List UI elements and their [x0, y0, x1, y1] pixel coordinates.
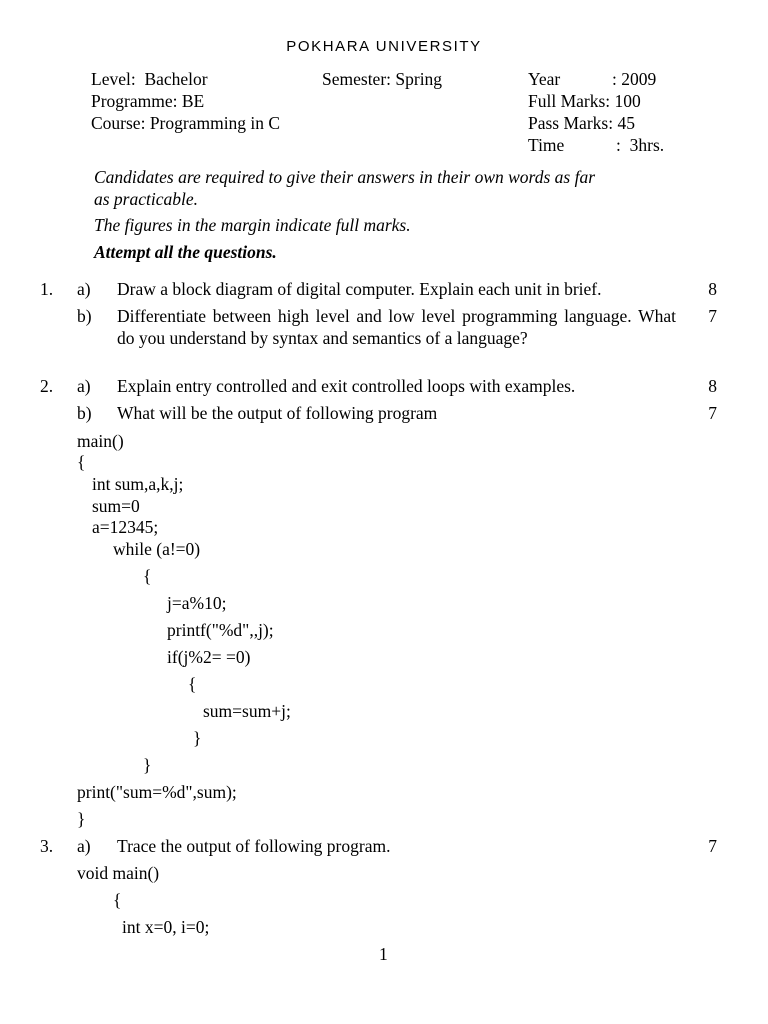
code-line: }: [77, 809, 86, 829]
instruction-line-1b: as practicable.: [94, 189, 199, 209]
time-value: : 3hrs.: [616, 135, 665, 155]
question-3a-marks: 7: [708, 836, 717, 856]
question-3a-label: a): [77, 836, 91, 856]
full-marks-text: Full Marks: 100: [528, 91, 641, 111]
code-line: j=a%10;: [167, 593, 227, 613]
code-line: }: [143, 755, 152, 775]
question-1-number: 1.: [40, 279, 54, 299]
question-2a-label: a): [77, 376, 91, 396]
level-text: Level: Bachelor: [91, 69, 208, 89]
question-2-number: 2.: [40, 376, 54, 396]
code-line: int x=0, i=0;: [122, 917, 210, 937]
code-line: a=12345;: [92, 517, 159, 537]
code-line: sum=0: [92, 496, 140, 516]
code-line: }: [193, 728, 202, 748]
page-number: 1: [379, 944, 388, 964]
question-2a-text: Explain entry controlled and exit controlled loops with examples.: [117, 376, 576, 396]
question-1a-marks: 8: [708, 279, 717, 299]
year-value: : 2009: [612, 69, 657, 89]
code-line: void main(): [77, 863, 160, 883]
semester-text: Semester: Spring: [322, 69, 443, 89]
instruction-line-2: The figures in the margin indicate full marks.: [94, 215, 411, 235]
question-3a-text: Trace the output of following program.: [117, 836, 391, 856]
question-1b-text: Differentiate between high level and low level programming language. What do you understand by syntax and semantics of a language?: [117, 306, 676, 348]
code-line: {: [143, 566, 152, 586]
course-text: Course: Programming in C: [91, 113, 281, 133]
instruction-line-3: Attempt all the questions.: [94, 242, 277, 262]
code-line: int sum,a,k,j;: [92, 474, 184, 494]
code-line: {: [113, 890, 122, 910]
pass-marks-text: Pass Marks: 45: [528, 113, 635, 133]
question-1a-label: a): [77, 279, 91, 299]
instruction-line-1a: Candidates are required to give their answers in their own words as far: [94, 167, 596, 187]
code-line: print("sum=%d",sum);: [77, 782, 237, 802]
question-1b-label: b): [77, 306, 92, 326]
question-2b-text: What will be the output of following program: [117, 403, 438, 423]
code-line: {: [188, 674, 197, 694]
code-line: while (a!=0): [113, 539, 201, 559]
question-3-number: 3.: [40, 836, 54, 856]
university-title: POKHARA UNIVERSITY: [286, 38, 482, 55]
programme-text: Programme: BE: [91, 91, 205, 111]
time-label: Time: [528, 135, 565, 155]
code-line: {: [77, 452, 86, 472]
question-1b-marks: 7: [708, 306, 717, 326]
question-2b-label: b): [77, 403, 92, 423]
code-line: sum=sum+j;: [203, 701, 291, 721]
question-1a-text: Draw a block diagram of digital computer. Explain each unit in brief.: [117, 279, 602, 299]
question-2a-marks: 8: [708, 376, 717, 396]
code-line: if(j%2= =0): [167, 647, 251, 667]
code-line: printf("%d",,j);: [167, 620, 274, 640]
question-2b-marks: 7: [708, 403, 717, 423]
code-line: main(): [77, 431, 124, 451]
year-label: Year: [528, 69, 561, 89]
